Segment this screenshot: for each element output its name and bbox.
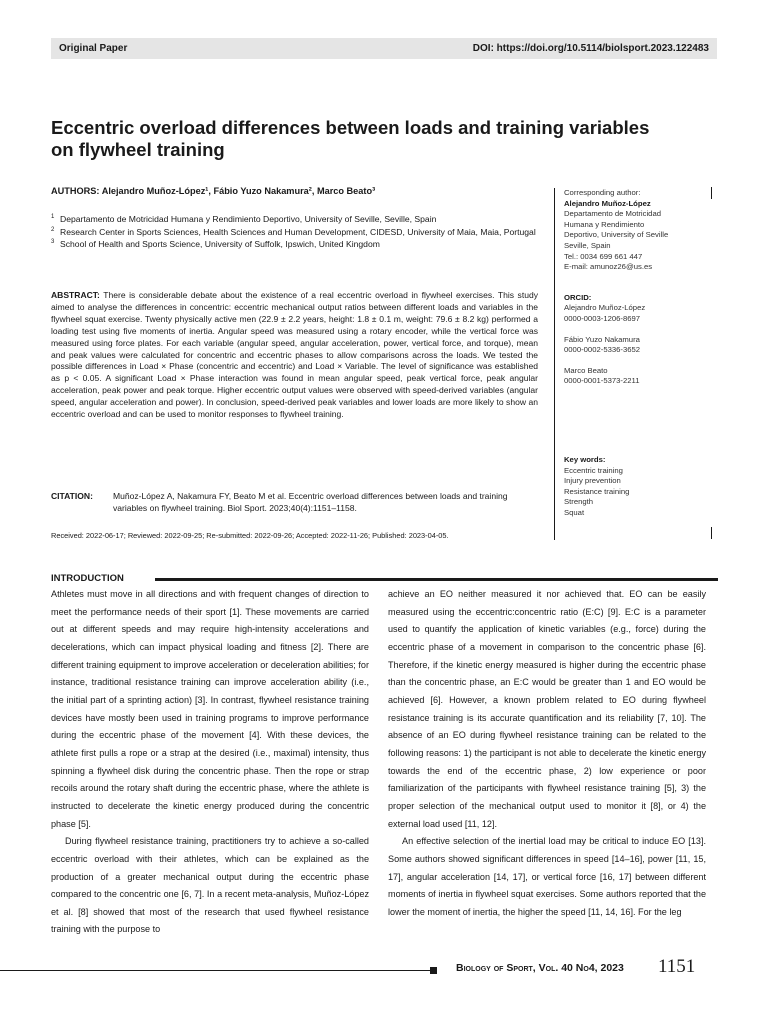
paragraph: During flywheel resistance training, practitioners try to achieve a so-called eccentric overload with their athletes, which can be explained as the production of a greater mechanical output during the eccentric phase compared to the concentric one [6, 7]. In a recent meta-analysis, Muñoz-López et al. [8] showed that most of the research that used flywheel resistance training with the purpose to — [51, 836, 369, 935]
sidebar — [564, 188, 714, 518]
corresponding-line: Humana y Rendimiento — [564, 219, 645, 229]
citation-label: CITATION: — [51, 491, 93, 501]
paragraph: Athletes must move in all directions and with frequent changes of direction to meet the performance needs of their sport [1]. These movements are carried out at different speeds and may require high-intensity accelerations and decelerations, which can impact physical loading and fitness [2]. There are different training equipment to improve acceleration or deceleration abilities; for instance, traditional resistance training can improve acceleration ability (i.e., the initial part of a sprinting action) [3]. In contrast, flywheel resistance training devices have mostly been used in training programs to improve performance during the eccentric phase of the movement [4]. With these devices, the athlete first pulls a rope or a strap at the desired (i.e., maximal) intensity, thus spinning a flywheel disk during the concentric phase. Then the rope or strap recoils around the rotary shaft during the eccentric phase, where the athlete is instructed to decelerate the kinetic energy produced during the concentric phase [5]. — [51, 589, 369, 829]
paragraph: achieve an EO neither measured it nor achieved that. EO can be easily measured using the eccentric:concentric ratio (E:C) [9]. E:C is a parameter used to quantify the application of kinetic variables (e.g., force) during the eccentric phase of a movement in comparison to the concentric phase [6]. Therefore, if the kinetic energy measured is higher during the eccentric phase than the concentric phase, an E:C would be greater than 1 and EO would be achieved [6]. However, a known problem related to EO during flywheel resistance training is its accurate quantification and its reliability [7, 10]. The absence of an EO during flywheel resistance training can be related to the following reasons: 1) the participant is not able to decelerate the kinetic energy towards the end of the eccentric phase, 2) low experience or poor familiarization of the participants with flywheel resistance training [5], 3) the proper selection of the mechanical output used to monitor it [8], or 4) the external load used [11, 12]. — [388, 589, 706, 829]
journal-footer: Biology of Sport, Vol. 40 No4, 2023 — [456, 962, 624, 974]
citation-text: Muñoz-López A, Nakamura FY, Beato M et al. Eccentric overload differences between loads and training variables on flywheel training. Biol Sport. 2023;40(4):1151–1158. — [113, 491, 508, 513]
paragraph: An effective selection of the inertial load may be critical to induce EO [13]. Some authors showed significant differences in speed [14–16], power [11, 15, 17], angular acceleration [14, 17], or vertical force [16, 17] between different moments of inertia in flywheel squat exercises. Some authors reported that the lower the moment of inertia, the higher the speed [11, 14, 16]. For the leg — [388, 836, 706, 917]
page-number: 1151 — [658, 956, 696, 977]
orcid-name: Alejandro Muñoz-López — [564, 303, 646, 313]
sidebar-corner-bottom — [711, 527, 712, 539]
keyword: Strength — [564, 497, 594, 507]
abstract-text: There is considerable debate about the existence of a real eccentric overload in flywheel exercises. This study aimed to analyse the differences in concentric: eccentric mechanical output ratios between different loads and variables in the flywheel squat exercise. Twenty physically active men (22.9 ± 2.2 years, height: 1.8 ± 0.1 m, weight: 79.6 ± 8.2 kg) performed a loading test using five moments of inertia. Angular speed was measured using a rotary encoder, while the vertical force was measured using force plates. For each variable (angular speed, angular acceleration, power, vertical force, and torque), mean and peak values were calculated for concentric and eccentric phases to allow comparisons across the loads. We tested the possible differences in Load × Phase (concentric and eccentric) and Load × Variable. The level of significance was established as p < 0.05. A significant Load × Phase interaction was found in mean angular speed, peak vertical force, peak angular acceleration, peak power and peak torque. Higher eccentric output values were observed with speed-derived variables (angular speed, angular acceleration and power). In conclusion, speed-derived peak variables and lower loads are more likely to show an eccentric overload and can be used to monitor responses to flywheel training. — [51, 290, 538, 420]
header-bar — [51, 38, 717, 59]
article-type: Original Paper — [59, 43, 128, 54]
keyword: Injury prevention — [564, 476, 621, 486]
corresponding-name: Alejandro Muñoz-López — [564, 198, 651, 208]
keyword: Resistance training — [564, 486, 630, 496]
paper-title: Eccentric overload differences between loads and training variables on flywheel training — [51, 117, 650, 160]
corresponding-label: Corresponding author: — [564, 188, 641, 197]
section-rule — [155, 578, 718, 581]
corresponding-line: Deportivo, University of Seville — [564, 230, 669, 240]
body-column-right — [388, 586, 706, 921]
orcid-name: Fábio Yuzo Nakamura — [564, 334, 640, 344]
footer-rule — [0, 970, 432, 971]
orcid-id[interactable]: 0000-0001-5373-2211 — [564, 376, 640, 386]
sidebar-divider — [554, 188, 555, 540]
orcid-id[interactable]: 0000-0002-5336-3652 — [564, 345, 641, 355]
keywords-label: Key words: — [564, 454, 606, 464]
keyword: Eccentric training — [564, 465, 623, 475]
corresponding-phone: Tel.: 0034 699 661 447 — [564, 251, 643, 261]
orcid-id[interactable]: 0000-0003-1206-8697 — [564, 313, 641, 323]
orcid-label: ORCID: — [564, 292, 592, 302]
affiliations — [51, 213, 541, 251]
keyword: Squat — [564, 507, 585, 517]
affiliation-1: 1 Departamento de Motricidad Humana y Rendimiento Deportivo, University of Seville, Seville, Spain — [51, 214, 437, 224]
publication-dates: Received: 2022-06-17; Reviewed: 2022-09-25; Re-submitted: 2022-09-26; Accepted: 2022-11-26; Published: 2023-04-05. — [51, 531, 449, 540]
corresponding-email[interactable]: E-mail: amunoz26@us.es — [564, 262, 653, 272]
affiliation-3: 3 School of Health and Sports Science, University of Suffolk, Ipswich, United Kingdom — [51, 239, 380, 250]
introduction-heading: INTRODUCTION — [51, 573, 124, 584]
body-column-left — [51, 586, 369, 939]
abstract — [51, 290, 538, 421]
doi-link[interactable]: DOI: https://doi.org/10.5114/biolsport.2023.122483 — [472, 43, 709, 54]
affiliation-2: 2 Research Center in Sports Sciences, Health Sciences and Human Development, CIDESD, University of Maia, Maia, Portugal — [51, 226, 536, 237]
abstract-label: ABSTRACT: — [51, 290, 100, 300]
corresponding-line: Departamento de Motricidad — [564, 209, 661, 219]
orcid-name: Marco Beato — [564, 365, 608, 375]
corresponding-line: Seville, Spain — [564, 240, 611, 250]
authors-line: AUTHORS: Alejandro Muñoz-López¹, Fábio Yuzo Nakamura², Marco Beato³ — [51, 186, 376, 196]
footer-square-marker — [430, 967, 437, 974]
